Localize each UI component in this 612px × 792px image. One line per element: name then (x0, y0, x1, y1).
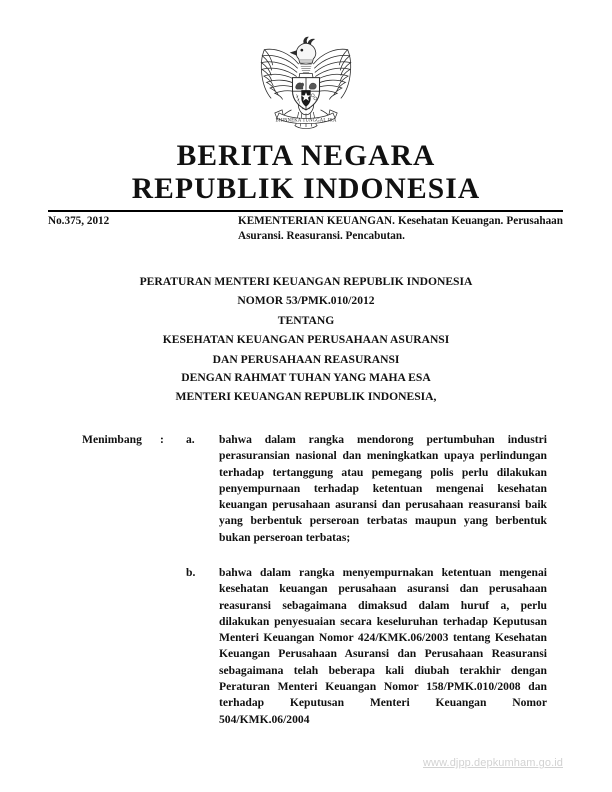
regulation-about-label: TENTANG (277, 313, 335, 327)
masthead-line-2: REPUBLIK INDONESIA (131, 173, 481, 205)
regulation-number: NOMOR 53/PMK.010/2012 (237, 294, 375, 308)
invocation-block (0, 368, 612, 407)
regulation-subject-line-2: DAN PERUSAHAAN REASURANSI (212, 352, 400, 366)
considering-colon: : (160, 433, 164, 446)
clause-marker-b: b. (186, 566, 196, 579)
masthead-line-1: BERITA NEGARA (176, 140, 436, 172)
garuda-pancasila-emblem (254, 34, 358, 140)
emblem-container (0, 34, 612, 140)
invocation-line-2: MENTERI KEUANGAN REPUBLIK INDONESIA, (175, 390, 437, 404)
svg-text:BHINNEKA TUNGGAL IKA: BHINNEKA TUNGGAL IKA (275, 118, 337, 124)
gazette-number: No.375, 2012 (48, 215, 110, 227)
clause-text-b: bahwa dalam rangka menyempurnakan ketentuan mengenai kesehatan keuangan perusahaan asuransi dan perusahaan reasuransi sebagaimana dimaksud dalam huruf a, perlu dilakukan penyesuaian secara keseluruhan terhadap Keputusan Menteri Keuangan Nomor 424/KMK.06/2003 tentang Kesehatan Keuangan Perusahaan Asuransi dan Perusahaan Reasuransi sebagaimana telah beberapa kali diubah terakhir dengan Peraturan Menteri Keuangan Nomor 158/PMK.010/2008 dan terhadap Keputusan Menteri Keuangan Nomor 504/KMK.06/2004 (219, 566, 547, 726)
clause-marker-a: a. (186, 433, 195, 446)
gazette-subject-keywords: KEMENTERIAN KEUANGAN. Kesehatan Keuangan. Perusahaan Asuransi. Reasuransi. Pencabutan. (238, 215, 563, 242)
regulation-title-line-1: PERATURAN MENTERI KEUANGAN REPUBLIK INDONESIA (139, 275, 473, 288)
invocation-line-1: DENGAN RAHMAT TUHAN YANG MAHA ESA (181, 371, 431, 384)
considering-label: Menimbang (82, 433, 142, 446)
masthead (0, 140, 612, 206)
clause-text-a: bahwa dalam rangka mendorong pertumbuhan industri perasuransian nasional dan meningkatkan upaya perlindungan terhadap tertanggung atau pemegang polis perlu dilakukan penyempurnaan terhadap ketentuan mengenai kesehatan keuangan perusahaan asuransi dan perusahaan reasuransi baik yang berbentuk perseroan terbatas maupun yang berbentuk bukan perseroan terbatas; (219, 433, 547, 544)
regulation-title-block (0, 272, 612, 369)
header-divider (48, 210, 563, 212)
footer-watermark-url[interactable]: www.djpp.depkumham.go.id (423, 757, 563, 769)
regulation-subject-line-1: KESEHATAN KEUANGAN PERUSAHAAN ASURANSI (162, 333, 450, 347)
